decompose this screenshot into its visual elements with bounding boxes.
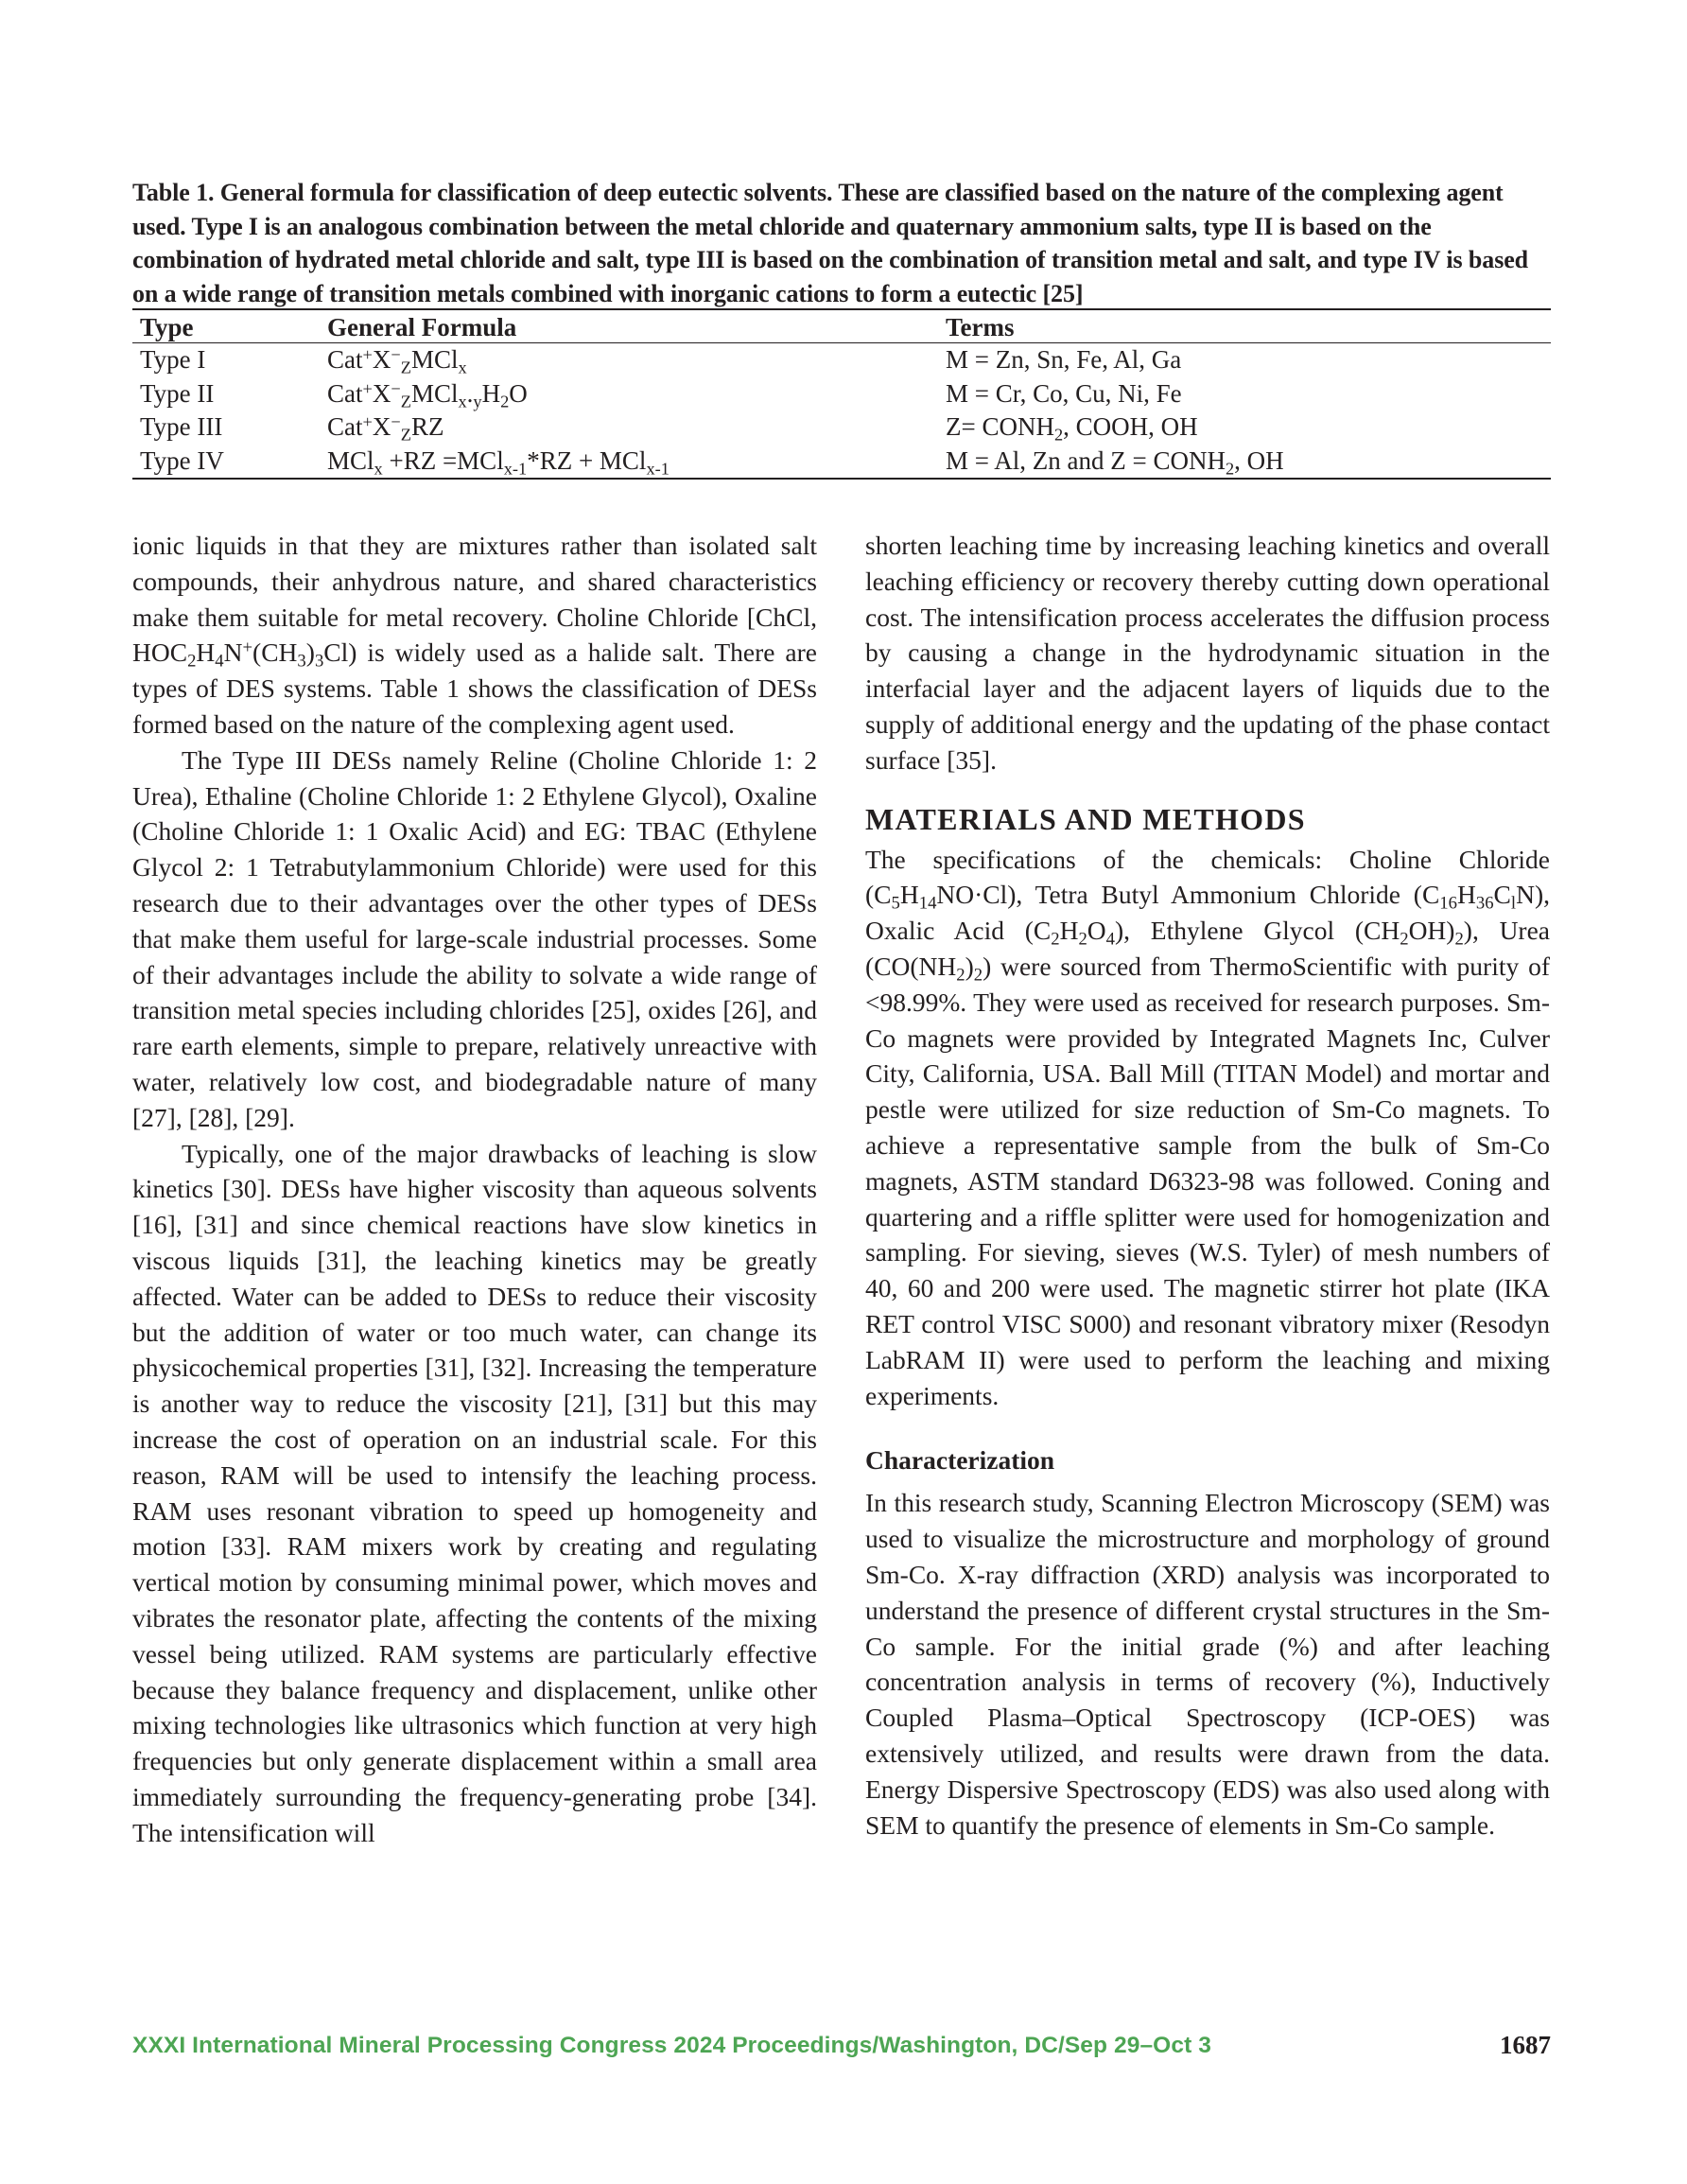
header-general-formula: General Formula [327,313,517,341]
paragraph: Typically, one of the major drawbacks of leaching is slow kinetics [30]. DESs have higher viscosity than aqueous solvents [16], [31] and since chemical reactions have slow kinetics in viscous liquids [31], the leaching kinetics may be greatly affected. Water can be added to DESs to reduce their viscosity but the addition of water or too much water, can change its physicochemical properties [31], [32]. Increasing the temperature is another way to reduce the viscosity [21], [31] but this may increase the cost of operation on an industrial scale. For this reason, RAM will be used to intensify the leaching process. RAM uses resonant vibration to speed up homogeneity and motion [33]. RAM mixers work by creating and regulating vertical motion by consuming minimal power, which moves and vibrates the resonator plate, affecting the contents of the mixing vessel being utilized. RAM systems are particularly effective because they balance frequency and displacement, unlike other mixing technologies like ultrasonics which function at very high frequencies but only generate displacement within a small area immediately surrounding the frequency-generating probe [34]. The intensification will [132,1138,817,1847]
paragraph: In this research study, Scanning Electron Microscopy (SEM) was used to visualize the microstructure and morphology of ground Sm-Co. X-ray diffraction (XRD) analysis was incorporated to understand the presence of different crystal structures in the Sm-Co sample. For the initial grade (%) and after leaching concentration analysis in terms of recovery (%), Inductively Coupled Plasma–Optical Spectroscopy (ICP-OES) was extensively utilized, and results were drawn from the data. Energy Dispersive Spectroscopy (EDS) was also used along with SEM to quantify the presence of elements in Sm-Co sample. [865,1488,1550,1840]
cell-formula: $Cat^+X^-_ZMCl_x._yH_2O$ [327,378,528,411]
table-header-row [132,310,1551,342]
paragraph: ionic liquids in that they are mixtures rather than isolated salt compounds, their anhydrous nature, and shared characteristics make them suitable for metal recovery. Choline Chloride [ChCl, $HOC_2H_4N^+(CH_3)_3Cl$) is widely used as a halide salt. There are types of DES systems. Table 1 shows the classification of DESs formed based on the nature of the complexing agent used. [132,531,817,739]
page-number: 1687 [1500,2031,1551,2059]
paragraph: The specifications of the chemicals: Choline Chloride $(C_5H_{14}NO\cdot Cl)$, Tetra Butyl Ammonium Chloride $(C_{16}H_{36}C_lN)$, Oxalic Acid $(C_2H_2O_4)$, Ethylene Glycol $(CH_2OH)_2$), Urea $(CO(NH_2)_2)$ were sourced from ThermoScientific with purity of <98.99%. They were used as received for research purposes. Sm-Co magnets were provided by Integrated Magnets Inc, Culver City, California, USA. Ball Mill (TITAN Model) and mortar and pestle were utilized for size reduction of Sm-Co magnets. To achieve a representative sample from the bulk of Sm-Co magnets, ASTM standard D6323-98 was followed. Coning and quartering and a riffle splitter were used for homogenization and sampling. For sieving, sieves (W.S. Tyler) of mesh numbers of 40, 60 and 200 were used. The magnetic stirrer hot plate (IKA RET control VISC S000) and resonant vibratory mixer (Resodyn LabRAM II) were used to perform the leaching and mixing experiments. [865,844,1550,1410]
cell-type: Type II [140,378,215,408]
cell-formula: $Cat^+X^-_ZRZ$ [327,411,444,445]
right-column [865,528,1550,1843]
cell-terms: M = Zn, Sn, Fe, Al, Ga [946,345,1182,374]
table-row [132,411,1551,445]
header-type: Type [140,313,194,341]
cell-type: Type I [140,345,206,374]
classification-table [132,308,1551,480]
footer-title: XXXI International Mineral Processing Congress 2024 Proceedings/Washington, DC/Sep 29–Oct 3 [132,2033,1211,2058]
table-caption: Table 1. General formula for classification of deep eutectic solvents. These are classified based on the nature of the complexing agent used. Type I is an analogous combination between the metal chloride and quaternary ammonium salts, type II is based on the combination of hydrated metal chloride and salt, type III is based on the combination of transition metal and salt, and type IV is based on a wide range of transition metals combined with inorganic cations to form a eutectic [25] [132,179,1529,307]
table-row [132,377,1551,411]
cell-terms: M = Al, Zn and $Z = CONH_2$, OH [946,446,1284,478]
cell-formula: MCl$_x$ +RZ =MCl$_{x-1}$*RZ + MCl$_{x-1}$ [327,446,670,478]
cell-terms: M = Cr, Co, Cu, Ni, Fe [946,378,1182,408]
left-column [132,528,817,1850]
table-bottom-rule [132,478,1551,480]
paragraph: shorten leaching time by increasing leaching kinetics and overall leaching efficiency or recovery thereby cutting down operational cost. The intensification process accelerates the diffusion process by causing a change in the hydrodynamic situation in the interfacial layer and the adjacent layers of liquids due to the supply of additional energy and the updating of the phase contact surface [35]. [865,531,1550,775]
section-heading-materials-and-methods: MATERIALS AND METHODS [865,801,1306,836]
header-terms: Terms [946,313,1015,341]
cell-type: Type IV [140,446,224,475]
paragraph: The Type III DESs namely Reline (Choline Chloride 1: 2 Urea), Ethaline (Choline Chloride 1: 2 Ethylene Glycol), Oxaline (Choline Chloride 1: 1 Oxalic Acid) and EG: TBAC (Ethylene Glycol 2: 1 Tetrabutylammonium Chloride) were used for this research due to their advantages over the other types of DESs that make them useful for large-scale industrial processes. Some of their advantages include the ability to solvate a wide range of transition metal species including chlorides [25], oxides [26], and rare earth elements, simple to prepare, relatively unreactive with water, relatively low cost, and biodegradable nature of many [27], [28], [29]. [132,744,817,1132]
page-footer [132,2033,1551,2065]
cell-type: Type III [140,412,223,441]
cell-terms: $Z= CONH_2$, COOH, OH [946,412,1198,445]
table-row [132,343,1551,377]
subsection-heading-characterization: Characterization [865,1445,1055,1476]
cell-formula: $Cat^+X^-_ZMCl_x$ [327,344,467,377]
table-row [132,445,1551,479]
